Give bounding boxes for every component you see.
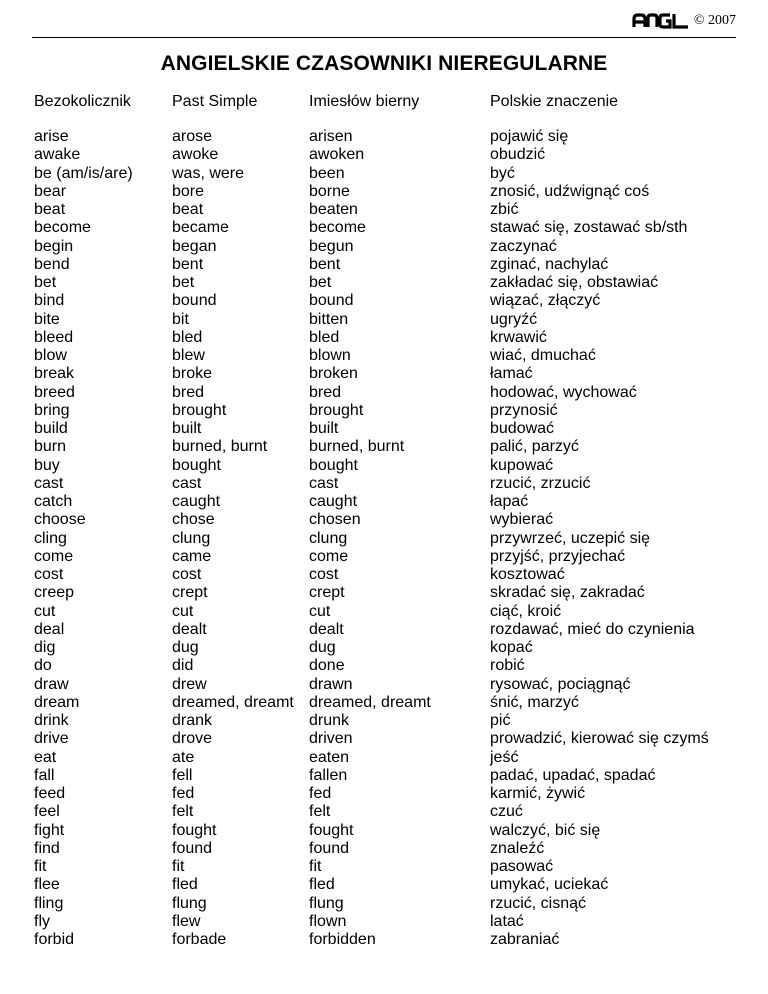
cell-infinitive: buy [34,456,60,474]
column-header-past-simple: Past Simple [172,93,258,110]
cell-past-participle: burned, burnt [309,438,405,456]
cell-polish-meaning: stawać się, zostawać sb/sth [490,219,688,237]
cell-polish-meaning: przywrzeć, uczepić się [490,529,651,547]
verb-table [0,128,768,949]
table-row [0,767,768,785]
cell-past-simple: drank [172,712,213,729]
cell-infinitive: find [34,839,60,857]
cell-infinitive: draw [34,675,69,693]
cell-past-simple: clung [172,529,211,547]
cell-polish-meaning: kupować [490,456,554,474]
table-row [0,676,768,694]
cell-past-participle: flown [309,912,347,930]
cell-polish-meaning: wybierać [490,511,554,529]
table-row [0,128,768,146]
cell-infinitive: dream [34,693,80,711]
cell-past-simple: became [172,219,229,237]
table-row [0,402,768,420]
angl-logo [632,13,690,29]
table-row [0,256,768,274]
cell-polish-meaning: rozdawać, mieć do czynienia [490,620,695,638]
cell-past-simple: bound [172,292,217,310]
cell-infinitive: beat [34,201,66,218]
cell-past-participle: drunk [309,712,350,729]
cell-infinitive: bear [34,182,67,200]
cell-polish-meaning: wiązać, złączyć [490,292,601,310]
cell-past-participle: been [309,164,345,182]
cell-past-participle: arisen [309,128,353,145]
cell-infinitive: forbid [34,931,75,948]
cell-polish-meaning: karmić, żywić [490,785,586,802]
table-row [0,822,768,840]
cell-infinitive: bend [34,255,70,273]
cell-polish-meaning: krwawić [490,328,547,346]
cell-infinitive: creep [34,584,75,602]
table-row [0,420,768,438]
cell-infinitive: come [34,547,74,565]
cell-infinitive: fit [34,858,47,875]
cell-past-simple: fought [172,821,217,839]
cell-past-participle: fit [309,858,322,875]
cell-infinitive: cast [34,474,64,492]
cell-infinitive: be (am/is/are) [34,164,133,182]
cell-past-participle: fled [309,876,335,894]
cell-past-participle: flung [309,894,344,912]
table-row [0,931,768,949]
cell-polish-meaning: pić [490,712,511,729]
cell-polish-meaning: przynosić [490,401,558,419]
cell-polish-meaning: umykać, uciekać [490,876,609,894]
cell-infinitive: fly [34,912,50,930]
cell-infinitive: begin [34,237,74,255]
cell-past-participle: clung [309,529,348,547]
table-row [0,876,768,894]
cell-infinitive: drink [34,712,69,729]
table-row [0,365,768,383]
table-row [0,311,768,329]
cell-infinitive: awake [34,146,81,164]
cell-polish-meaning: palić, parzyć [490,438,579,456]
cell-polish-meaning: robić [490,657,525,675]
cell-past-participle: cast [309,474,339,492]
cell-past-simple: felt [172,803,194,821]
cell-polish-meaning: przyjść, przyjechać [490,547,626,565]
cell-past-participle: blown [309,347,351,364]
cell-past-simple: drove [172,730,213,748]
cell-infinitive: break [34,365,75,383]
cell-past-participle: bound [309,292,354,310]
cell-infinitive: arise [34,128,69,145]
cell-infinitive: bleed [34,328,74,346]
cell-polish-meaning: padać, upadać, spadać [490,766,656,784]
cell-infinitive: build [34,420,68,437]
cell-polish-meaning: znosić, udźwignąć coś [490,182,650,200]
table-row [0,347,768,365]
cell-past-simple: bled [172,328,203,346]
cell-past-simple: built [172,420,202,437]
cell-polish-meaning: pasować [490,858,554,875]
cell-past-simple: forbade [172,931,227,948]
cell-past-participle: forbidden [309,931,376,948]
cell-past-participle: driven [309,730,353,748]
cell-infinitive: cut [34,602,56,620]
cell-infinitive: deal [34,620,65,638]
cell-polish-meaning: znaleźć [490,839,545,857]
cell-polish-meaning: kosztować [490,566,565,583]
cell-infinitive: bring [34,401,70,419]
cell-infinitive: bite [34,310,60,328]
table-row [0,457,768,475]
table-row [0,165,768,183]
cell-polish-meaning: śnić, marzyć [490,693,579,711]
cell-polish-meaning: czuć [490,803,523,821]
cell-past-participle: borne [309,182,350,200]
cell-past-simple: broke [172,365,213,383]
cell-past-simple: burned, burnt [172,438,268,456]
cell-polish-meaning: prowadzić, kierować się czymś [490,730,709,748]
cell-past-simple: did [172,657,194,675]
cell-past-participle: beaten [309,201,358,218]
cell-past-participle: bet [309,274,332,291]
cell-past-simple: fell [172,766,193,784]
cell-past-participle: built [309,420,339,437]
table-row [0,730,768,748]
copyright: © 2007 [693,13,736,28]
cell-past-participle: bitten [309,310,349,328]
cell-past-simple: bore [172,182,205,200]
cell-polish-meaning: pojawić się [490,128,569,145]
table-row [0,475,768,493]
table-row [0,858,768,876]
table-row [0,493,768,511]
cell-past-simple: cost [172,566,202,583]
cell-infinitive: flee [34,876,60,894]
cell-infinitive: do [34,657,52,675]
table-row [0,329,768,347]
cell-past-simple: came [172,547,212,565]
cell-polish-meaning: ugryźć [490,310,538,328]
cell-past-simple: bred [172,383,205,401]
cell-polish-meaning: zginać, nachylać [490,255,609,273]
cell-infinitive: bet [34,274,57,291]
table-row [0,621,768,639]
cell-polish-meaning: wiać, dmuchać [490,347,596,364]
cell-polish-meaning: zabraniać [490,931,560,948]
cell-infinitive: choose [34,511,86,529]
table-row [0,803,768,821]
cell-past-participle: bred [309,383,342,401]
cell-infinitive: become [34,219,91,237]
cell-infinitive: fling [34,894,64,912]
cell-polish-meaning: łamać [490,365,533,383]
table-row [0,384,768,402]
cell-polish-meaning: walczyć, bić się [490,821,601,839]
cell-past-simple: caught [172,493,221,510]
table-row [0,712,768,730]
table-row [0,146,768,164]
cell-infinitive: fall [34,766,55,784]
cell-past-participle: caught [309,493,358,510]
cell-infinitive: feel [34,803,60,821]
table-row [0,913,768,931]
column-header-infinitive: Bezokolicznik [34,93,131,110]
cell-past-participle: eaten [309,748,350,766]
cell-past-simple: cast [172,474,202,492]
cell-past-simple: fed [172,785,195,802]
cell-past-simple: fit [172,858,185,875]
cell-past-simple: found [172,839,213,857]
cell-past-simple: dreamed, dreamt [172,693,294,711]
table-row [0,566,768,584]
cell-past-participle: begun [309,237,354,255]
cell-polish-meaning: rzucić, cisnąć [490,894,587,912]
cell-infinitive: dig [34,639,56,656]
cell-past-participle: crept [309,584,345,602]
cell-infinitive: drive [34,730,69,748]
cell-past-participle: fallen [309,766,348,784]
cell-polish-meaning: kopać [490,639,533,656]
cell-past-simple: beat [172,201,204,218]
cell-past-simple: dug [172,639,199,656]
cell-polish-meaning: zakładać się, obstawiać [490,274,659,291]
cell-past-simple: awoke [172,146,219,164]
cell-past-simple: bit [172,310,189,328]
table-row [0,183,768,201]
table-row [0,292,768,310]
page-header [32,0,736,38]
cell-infinitive: bind [34,292,65,310]
cell-infinitive: cling [34,529,67,547]
table-row [0,548,768,566]
cell-past-simple: bent [172,255,204,273]
cell-past-participle: dealt [309,620,344,638]
cell-past-simple: flung [172,894,207,912]
table-row [0,603,768,621]
page-title: ANGIELSKIE CZASOWNIKI NIEREGULARNE [160,52,608,75]
cell-past-simple: drew [172,675,207,693]
table-row [0,840,768,858]
column-header-past-participle: Imiesłów bierny [309,93,420,110]
cell-past-participle: cost [309,566,339,583]
cell-past-participle: fed [309,785,332,802]
table-row [0,511,768,529]
table-row [0,438,768,456]
cell-polish-meaning: rzucić, zrzucić [490,474,591,492]
cell-polish-meaning: latać [490,912,524,930]
cell-past-participle: dreamed, dreamt [309,693,431,711]
cell-polish-meaning: hodować, wychować [490,383,637,401]
cell-infinitive: cost [34,566,64,583]
table-row [0,749,768,767]
cell-polish-meaning: ciąć, kroić [490,602,562,620]
table-row [0,201,768,219]
cell-polish-meaning: zbić [490,201,519,218]
table-row [0,584,768,602]
cell-past-simple: ate [172,748,195,766]
cell-infinitive: breed [34,383,75,401]
cell-polish-meaning: być [490,164,515,182]
cell-infinitive: fight [34,821,65,839]
table-row [0,274,768,292]
cell-past-participle: cut [309,602,331,620]
cell-past-simple: bet [172,274,195,291]
cell-past-simple: crept [172,584,208,602]
cell-polish-meaning: skradać się, zakradać [490,584,645,602]
table-row [0,219,768,237]
cell-past-simple: dealt [172,620,207,638]
cell-past-participle: drawn [309,675,353,693]
cell-past-participle: become [309,219,366,237]
cell-past-simple: flew [172,912,201,930]
cell-infinitive: catch [34,493,73,510]
cell-past-simple: blew [172,347,205,364]
cell-polish-meaning: łapać [490,493,529,510]
cell-past-participle: found [309,839,350,857]
cell-past-participle: bent [309,255,341,273]
cell-past-simple: chose [172,511,215,529]
table-row [0,639,768,657]
cell-past-participle: dug [309,639,336,656]
cell-polish-meaning: zaczynać [490,237,557,255]
cell-past-participle: bought [309,456,358,474]
table-row [0,530,768,548]
cell-past-participle: fought [309,821,354,839]
cell-past-participle: brought [309,401,364,419]
table-row [0,785,768,803]
cell-past-simple: fled [172,876,198,894]
table-row [0,657,768,675]
table-row [0,895,768,913]
cell-past-participle: chosen [309,511,361,529]
cell-past-simple: bought [172,456,221,474]
cell-past-participle: awoken [309,146,365,164]
cell-past-simple: began [172,237,217,255]
cell-past-simple: brought [172,401,227,419]
column-header-polish-meaning: Polskie znaczenie [490,93,619,110]
cell-past-simple: cut [172,602,194,620]
cell-polish-meaning: jeść [490,748,519,766]
cell-past-participle: come [309,547,349,565]
cell-polish-meaning: budować [490,420,555,437]
cell-past-participle: felt [309,803,331,821]
table-row [0,694,768,712]
cell-polish-meaning: rysować, pociągnąć [490,675,631,693]
cell-polish-meaning: obudzić [490,146,546,164]
table-row [0,238,768,256]
cell-past-participle: done [309,657,345,675]
cell-past-participle: bled [309,328,340,346]
cell-infinitive: blow [34,347,67,364]
cell-infinitive: eat [34,748,57,766]
cell-past-participle: broken [309,365,358,383]
cell-past-simple: was, were [172,164,245,182]
cell-infinitive: burn [34,438,67,456]
cell-past-simple: arose [172,128,213,145]
brand [632,12,736,30]
cell-infinitive: feed [34,785,66,802]
